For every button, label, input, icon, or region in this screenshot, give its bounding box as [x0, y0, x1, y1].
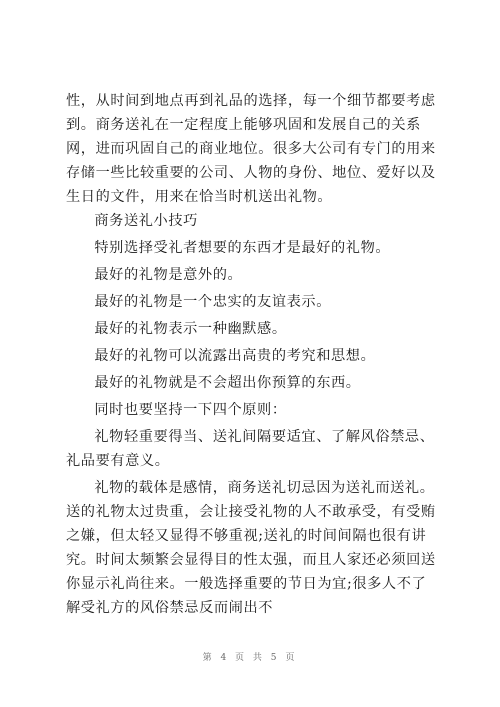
paragraph-tip-3: 最好的礼物是一个忠实的友谊表示。 — [94, 294, 331, 310]
paragraph-tip-6: 最好的礼物就是不会超出你预算的东西。 — [94, 375, 361, 391]
page-number-footer: 第 4 页 共 5 页 — [202, 653, 298, 663]
paragraph-tip-5: 最好的礼物可以流露出高贵的考究和思想。 — [94, 348, 376, 364]
paragraph-principles-heading: 同时也要坚持一下四个原则： — [94, 402, 287, 418]
paragraph-principles: 礼物轻重要得当、送礼间隔要适宜、了解风俗禁忌、礼品要有意义。 — [66, 429, 435, 469]
paragraph-tip-4: 最好的礼物表示一种幽默感。 — [94, 321, 287, 337]
paragraph-gift-carrier: 礼物的载体是感情，商务送礼切忌因为送礼而送礼。送的礼物太过贵重，会让接受礼物的人不敢承受，有受贿之嫌，但太轻又显得不够重视;送礼的时间间隔也很有讲究。时间太频繁会显得目的性太强，而且人家还必须回送你显示礼尚往来。一般选择重要的节日为宜;很多人不了解受礼方的风俗禁忌反而闹出不 — [66, 480, 436, 616]
document-body — [66, 89, 438, 620]
paragraph-intro: 性，从时间到地点再到礼品的选择，每一个细节都要考虑到。商务送礼在一定程度上能够巩固和发展自己的关系网，进而巩固自己的商业地位。很多大公司有专门的用来存储一些比较重要的公司、人物的身份、地位、爱好以及生日的文件，用来在恰当时机送出礼物。 — [66, 93, 436, 205]
paragraph-heading-tips: 商务送礼小技巧 — [94, 213, 198, 229]
paragraph-tip-1: 特别选择受礼者想要的东西才是最好的礼物。 — [94, 240, 391, 256]
paragraph-tip-2: 最好的礼物是意外的。 — [94, 267, 243, 283]
